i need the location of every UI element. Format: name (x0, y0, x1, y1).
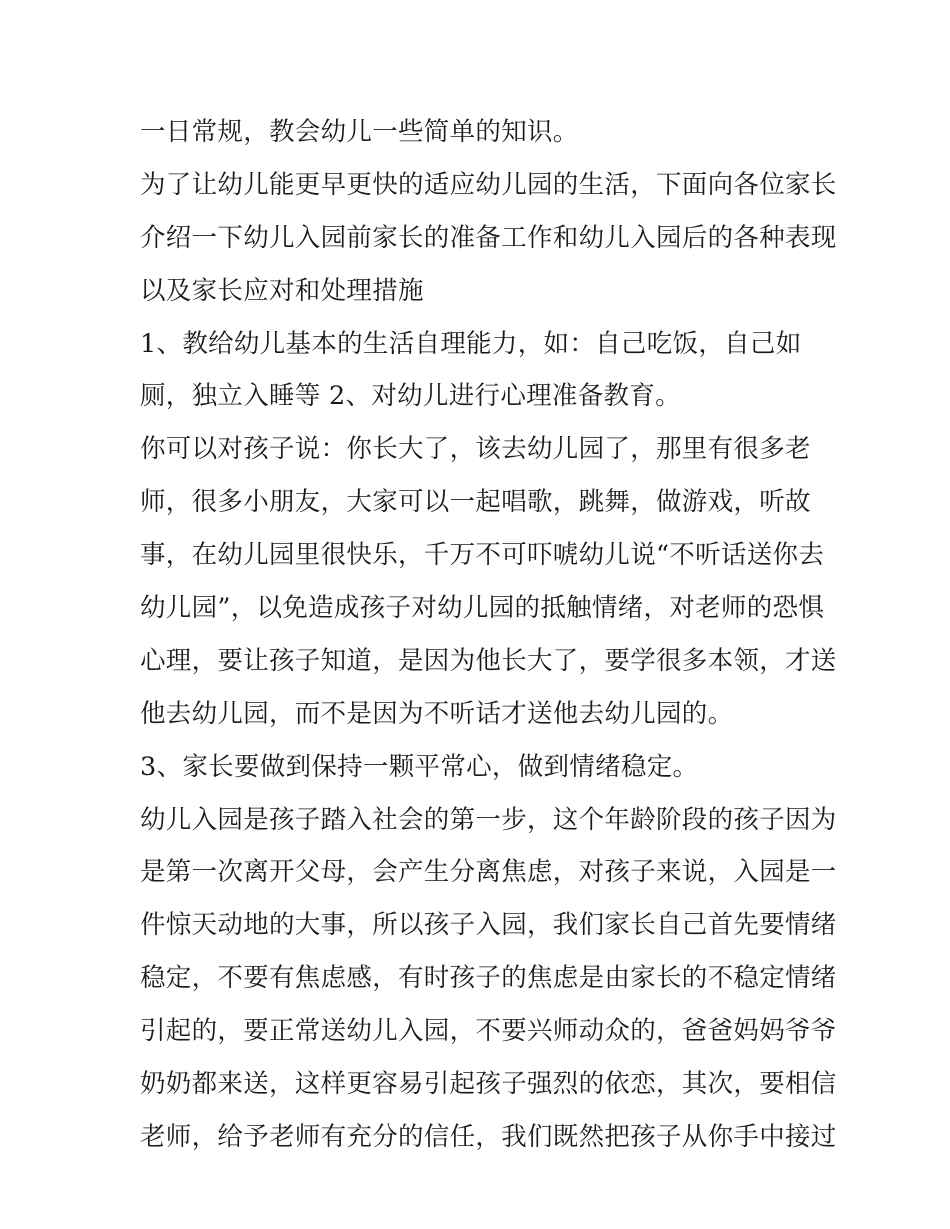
text-line: 件惊天动地的大事，所以孩子入园，我们家长自己首先要情绪 (140, 910, 837, 941)
text-line: 老师，给予老师有充分的信任，我们既然把孩子从你手中接过 (140, 1121, 837, 1152)
text-line: 幼儿园”，以免造成孩子对幼儿园的抵触情绪，对老师的恐惧 (140, 593, 825, 624)
text-line: 心理，要让孩子知道，是因为他长大了，要学很多本领，才送 (140, 645, 837, 676)
text-line: 一日常规，教会幼儿一些简单的知识。 (140, 117, 579, 147)
text-line: 以及家长应对和处理措施 (140, 275, 424, 306)
text-line: 厕，独立入睡等 2、对幼儿进行心理准备教育。 (140, 381, 681, 412)
document-body (140, 106, 837, 1164)
text-line: 你可以对孩子说：你长大了，该去幼儿园了，那里有很多老 (140, 434, 811, 465)
text-line: 稳定，不要有焦虑感，有时孩子的焦虑是由家长的不稳定情绪 (140, 963, 837, 994)
text-line: 为了让幼儿能更早更快的适应幼儿园的生活，下面向各位家长 (140, 169, 837, 200)
text-line: 师，很多小朋友，大家可以一起唱歌，跳舞，做游戏，听故 (140, 487, 811, 518)
text-line: 他去幼儿园，而不是因为不听话才送他去幼儿园的。 (140, 698, 734, 729)
text-line: 介绍一下幼儿入园前家长的准备工作和幼儿入园后的各种表现 (140, 222, 837, 253)
text-line: 事，在幼儿园里很快乐，千万不可吓唬幼儿说“不听话送你去 (140, 540, 825, 571)
text-line: 幼儿入园是孩子踏入社会的第一步，这个年龄阶段的孩子因为 (140, 804, 837, 835)
text-line: 奶奶都来送，这样更容易引起孩子强烈的依恋，其次，要相信 (140, 1069, 837, 1100)
text-line: 引起的，要正常送幼儿入园，不要兴师动众的，爸爸妈妈爷爷 (140, 1016, 837, 1047)
text-line: 是第一次离开父母，会产生分离焦虑，对孩子来说，入园是一 (140, 857, 837, 888)
text-line: 1、教给幼儿基本的生活自理能力，如：自己吃饭，自己如 (140, 328, 802, 359)
text-line: 3、家长要做到保持一颗平常心，做到情绪稳定。 (140, 751, 699, 782)
